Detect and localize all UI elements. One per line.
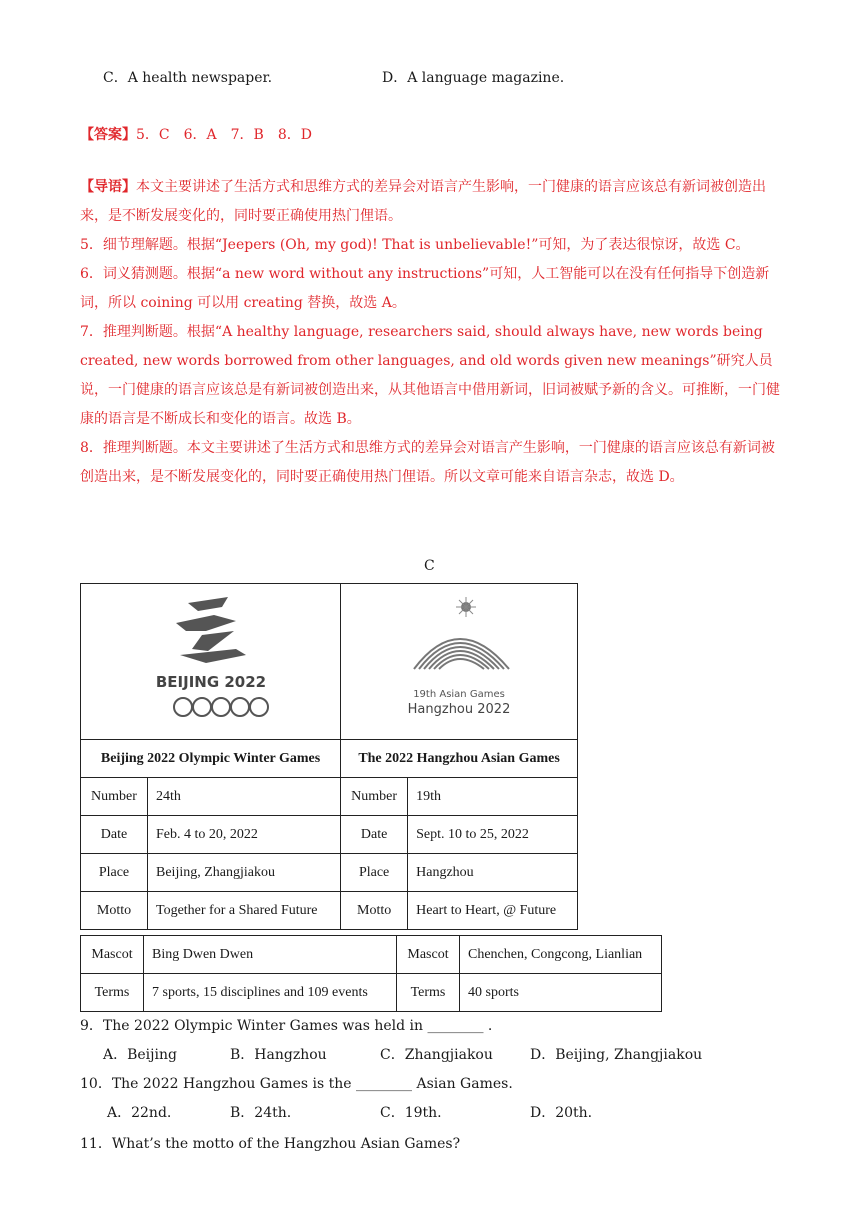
right-value: Hangzhou bbox=[408, 854, 578, 892]
explanation-block bbox=[80, 173, 780, 492]
right-value: Chenchen, Congcong, Lianlian bbox=[460, 936, 662, 974]
row-label: Number bbox=[81, 778, 148, 816]
left-title: Beijing 2022 Olympic Winter Games bbox=[81, 740, 341, 778]
row-label: Motto bbox=[341, 892, 408, 930]
hangzhou-2022-logo bbox=[384, 589, 534, 729]
row-label: Number bbox=[341, 778, 408, 816]
guide-paragraph bbox=[80, 173, 780, 231]
right-value: 19th bbox=[408, 778, 578, 816]
row-label: Mascot bbox=[81, 936, 144, 974]
right-value: 40 sports bbox=[460, 974, 662, 1012]
explanation-7: 7．推理判断题。根据“A healthy language, researchers said, should always have, new words being created, new words borrowed from other languages, and old words given new meanings”研究人员说，一门健康的语言应该总是有新词被创造出来，从其他语言中借用新词，旧词被赋予新的含义。可推断，一门健康的语言是不断成长和变化的语言。故选 B。 bbox=[80, 324, 780, 427]
option-c: C．A health newspaper. bbox=[103, 70, 273, 86]
question-9-option-c: C．Zhangjiakou bbox=[380, 1047, 493, 1063]
left-value: Beijing, Zhangjiakou bbox=[148, 854, 341, 892]
option-d: D．A language magazine. bbox=[382, 70, 565, 86]
beijing-2022-logo bbox=[136, 589, 286, 729]
row-label: Place bbox=[81, 854, 148, 892]
question-10-option-d: D．20th. bbox=[530, 1105, 593, 1121]
section-label: C bbox=[424, 558, 435, 574]
left-value: Feb. 4 to 20, 2022 bbox=[148, 816, 341, 854]
games-extra-table bbox=[80, 935, 662, 1012]
table-row bbox=[81, 974, 662, 1012]
left-value: 7 sports, 15 disciplines and 109 events bbox=[144, 974, 397, 1012]
right-title: The 2022 Hangzhou Asian Games bbox=[341, 740, 578, 778]
row-label: Terms bbox=[81, 974, 144, 1012]
row-label: Terms bbox=[397, 974, 460, 1012]
row-label: Place bbox=[341, 854, 408, 892]
table-row bbox=[81, 816, 578, 854]
left-value: Bing Dwen Dwen bbox=[144, 936, 397, 974]
row-label: Date bbox=[341, 816, 408, 854]
answer-label: 【答案】 bbox=[80, 127, 136, 143]
hangzhou-logo-cell bbox=[341, 584, 578, 740]
right-value: Sept. 10 to 25, 2022 bbox=[408, 816, 578, 854]
row-label: Mascot bbox=[397, 936, 460, 974]
games-table bbox=[80, 583, 578, 930]
left-value: Together for a Shared Future bbox=[148, 892, 341, 930]
question-10-option-c: C．19th. bbox=[380, 1105, 442, 1121]
question-10-option-b: B．24th. bbox=[230, 1105, 292, 1121]
table-row bbox=[81, 936, 662, 974]
row-label: Date bbox=[81, 816, 148, 854]
left-value: 24th bbox=[148, 778, 341, 816]
table-row bbox=[81, 854, 578, 892]
guide-text: 本文主要讲述了生活方式和思维方式的差异会对语言产生影响，一门健康的语言应该总有新词被创造出来，是不断发展变化的，同时要正确使用热门俚语。 bbox=[80, 179, 766, 224]
question-9-stem: 9．The 2022 Olympic Winter Games was held in ________ . bbox=[80, 1018, 493, 1034]
row-label: Motto bbox=[81, 892, 148, 930]
question-10-stem: 10．The 2022 Hangzhou Games is the ________ Asian Games. bbox=[80, 1076, 513, 1092]
answer-line bbox=[80, 124, 312, 144]
question-11-stem: 11．What’s the motto of the Hangzhou Asian Games? bbox=[80, 1136, 461, 1152]
question-9-option-d: D．Beijing, Zhangjiakou bbox=[530, 1047, 703, 1063]
hangzhou-logo-line2: Hangzhou 2022 bbox=[407, 702, 511, 717]
guide-label: 【导语】 bbox=[80, 179, 136, 195]
table-row bbox=[81, 778, 578, 816]
explanation-8: 8．推理判断题。本文主要讲述了生活方式和思维方式的差异会对语言产生影响，一门健康的语言应该总有新词被创造出来，是不断发展变化的，同时要正确使用热门俚语。所以文章可能来自语言杂志，故选 D。 bbox=[80, 440, 775, 485]
explanation-5: 5．细节理解题。根据“Jeepers (Oh, my god)! That is unbelievable!”可知，为了表达很惊讶，故选 C。 bbox=[80, 237, 750, 253]
beijing-logo-cell bbox=[81, 584, 341, 740]
beijing-logo-text: BEIJING 2022 bbox=[155, 673, 266, 691]
explanation-6: 6．词义猜测题。根据“a new word without any instructions”可知，人工智能可以在没有任何指导下创造新词，所以 coining 可以用 creating 替换，故选 A。 bbox=[80, 266, 770, 311]
question-10-option-a: A．22nd. bbox=[107, 1105, 172, 1121]
question-9-option-b: B．Hangzhou bbox=[230, 1047, 327, 1063]
logo-row bbox=[81, 584, 578, 740]
table-row bbox=[81, 892, 578, 930]
answer-text: 5．C 6．A 7．B 8．D bbox=[136, 127, 312, 143]
question-9-option-a: A．Beijing bbox=[103, 1047, 177, 1063]
hangzhou-logo-line1: 19th Asian Games bbox=[413, 689, 505, 700]
right-value: Heart to Heart, @ Future bbox=[408, 892, 578, 930]
title-row bbox=[81, 740, 578, 778]
